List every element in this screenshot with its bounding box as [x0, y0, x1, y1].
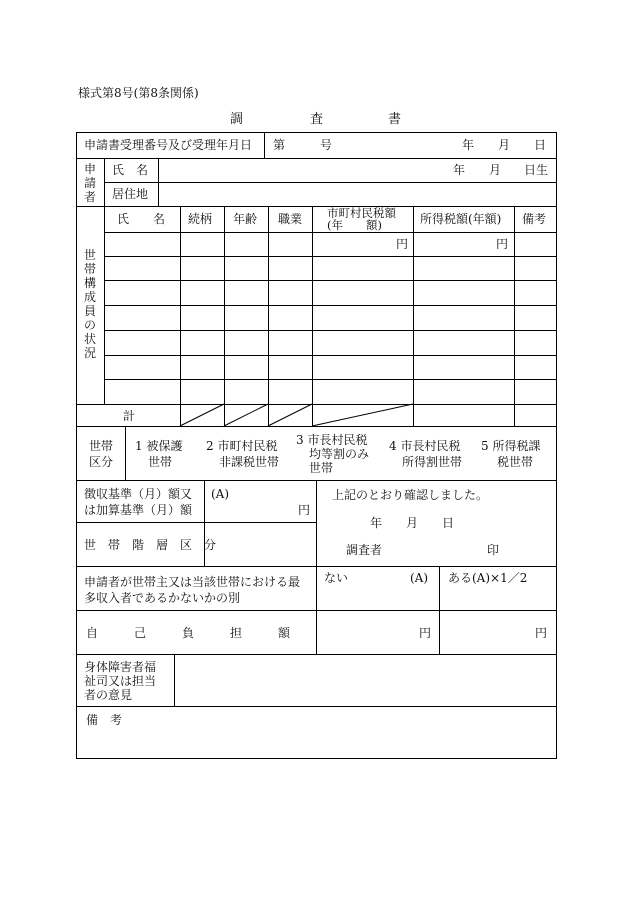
receipt-number-suffix: 号	[320, 138, 333, 152]
applicant-address-label: 居住地	[112, 187, 149, 201]
birth-year: 年	[453, 163, 466, 177]
self-pay-label: 自 己 負 担 額	[86, 626, 291, 640]
col-occupation: 職業	[278, 212, 303, 226]
confirmation-year: 年	[370, 516, 383, 530]
category-label-line1: 世帯	[89, 439, 114, 453]
remarks-label: 備 考	[86, 713, 123, 727]
standard-yen: 円	[298, 503, 311, 517]
opinion-label-line3: 者の意見	[84, 688, 133, 702]
category-option-3-line2: 均等割のみ	[309, 447, 370, 461]
standard-label-line2: は加算基準（月）額	[84, 503, 193, 517]
receipt-year: 年	[462, 138, 475, 152]
income-tax-yen: 円	[496, 237, 509, 251]
confirmation-text: 上記のとおり確認しました。	[332, 488, 489, 502]
income-earner-none-marker: (A)	[410, 571, 429, 585]
income-earner-exists: ある(A)×1／2	[448, 571, 528, 585]
receipt-number-prefix: 第	[273, 138, 286, 152]
applicant-name-label: 氏 名	[112, 163, 149, 177]
standard-label-line1: 徴収基準（月）額又	[84, 487, 193, 501]
receipt-month: 月	[498, 138, 511, 152]
col-age: 年齢	[233, 212, 258, 226]
category-option-1-line1: 1 被保護	[135, 439, 183, 453]
income-earner-label-line2: 多収入者であるかないかの別	[84, 591, 241, 605]
receipt-label: 申請書受理番号及び受理年月日	[84, 138, 253, 152]
category-option-5-line1: 5 所得税課	[481, 439, 541, 453]
opinion-label-line2: 祉司又は担当	[84, 674, 157, 688]
title-char-1: 調	[230, 112, 244, 127]
total-label: 計	[123, 409, 136, 423]
col-remarks: 備考	[522, 212, 547, 226]
title-char-3: 書	[388, 112, 402, 127]
investigator-label: 調査者	[346, 543, 383, 557]
self-pay-yen-2: 円	[535, 626, 548, 640]
title-char-2: 査	[310, 112, 324, 127]
income-earner-none: ない	[324, 571, 349, 585]
category-label-line2: 区分	[89, 455, 114, 469]
birth-day: 日生	[524, 163, 549, 177]
municipal-tax-yen: 円	[396, 237, 409, 251]
standard-marker: (A)	[211, 487, 230, 501]
applicant-group-label: 申請者	[83, 162, 96, 204]
category-option-1-line2: 世帯	[148, 455, 173, 469]
category-option-4-line2: 所得割世帯	[402, 455, 463, 469]
receipt-day: 日	[534, 138, 547, 152]
birth-month: 月	[489, 163, 502, 177]
category-option-2-line1: 2 市町村民税	[206, 439, 278, 453]
confirmation-month: 月	[406, 516, 419, 530]
category-option-4-line1: 4 市長村民税	[389, 439, 461, 453]
self-pay-yen-1: 円	[419, 626, 432, 640]
col-municipal-tax-line1: 市町村民税額	[327, 206, 396, 220]
opinion-label-line1: 身体障害者福	[84, 660, 157, 674]
col-municipal-tax-line2: (年 額)	[327, 218, 382, 232]
bracket-label: 世 帯 階 層 区 分	[84, 538, 217, 552]
household-group-label: 世帯構成員の状況	[83, 248, 96, 360]
col-relation: 続柄	[188, 212, 213, 226]
confirmation-day: 日	[442, 516, 455, 530]
col-income-tax: 所得税額(年額)	[420, 212, 502, 226]
category-option-3-line1: 3 市長村民税	[296, 433, 368, 447]
seal-mark: 印	[487, 543, 500, 557]
category-option-3-line3: 世帯	[309, 461, 334, 475]
category-option-5-line2: 税世帯	[497, 455, 534, 469]
category-option-2-line2: 非課税世帯	[219, 455, 280, 469]
form-number: 様式第8号(第8条関係)	[78, 86, 199, 100]
income-earner-label-line1: 申請者が世帯主又は当該世帯における最	[84, 575, 301, 589]
col-name: 氏 名	[117, 212, 166, 226]
